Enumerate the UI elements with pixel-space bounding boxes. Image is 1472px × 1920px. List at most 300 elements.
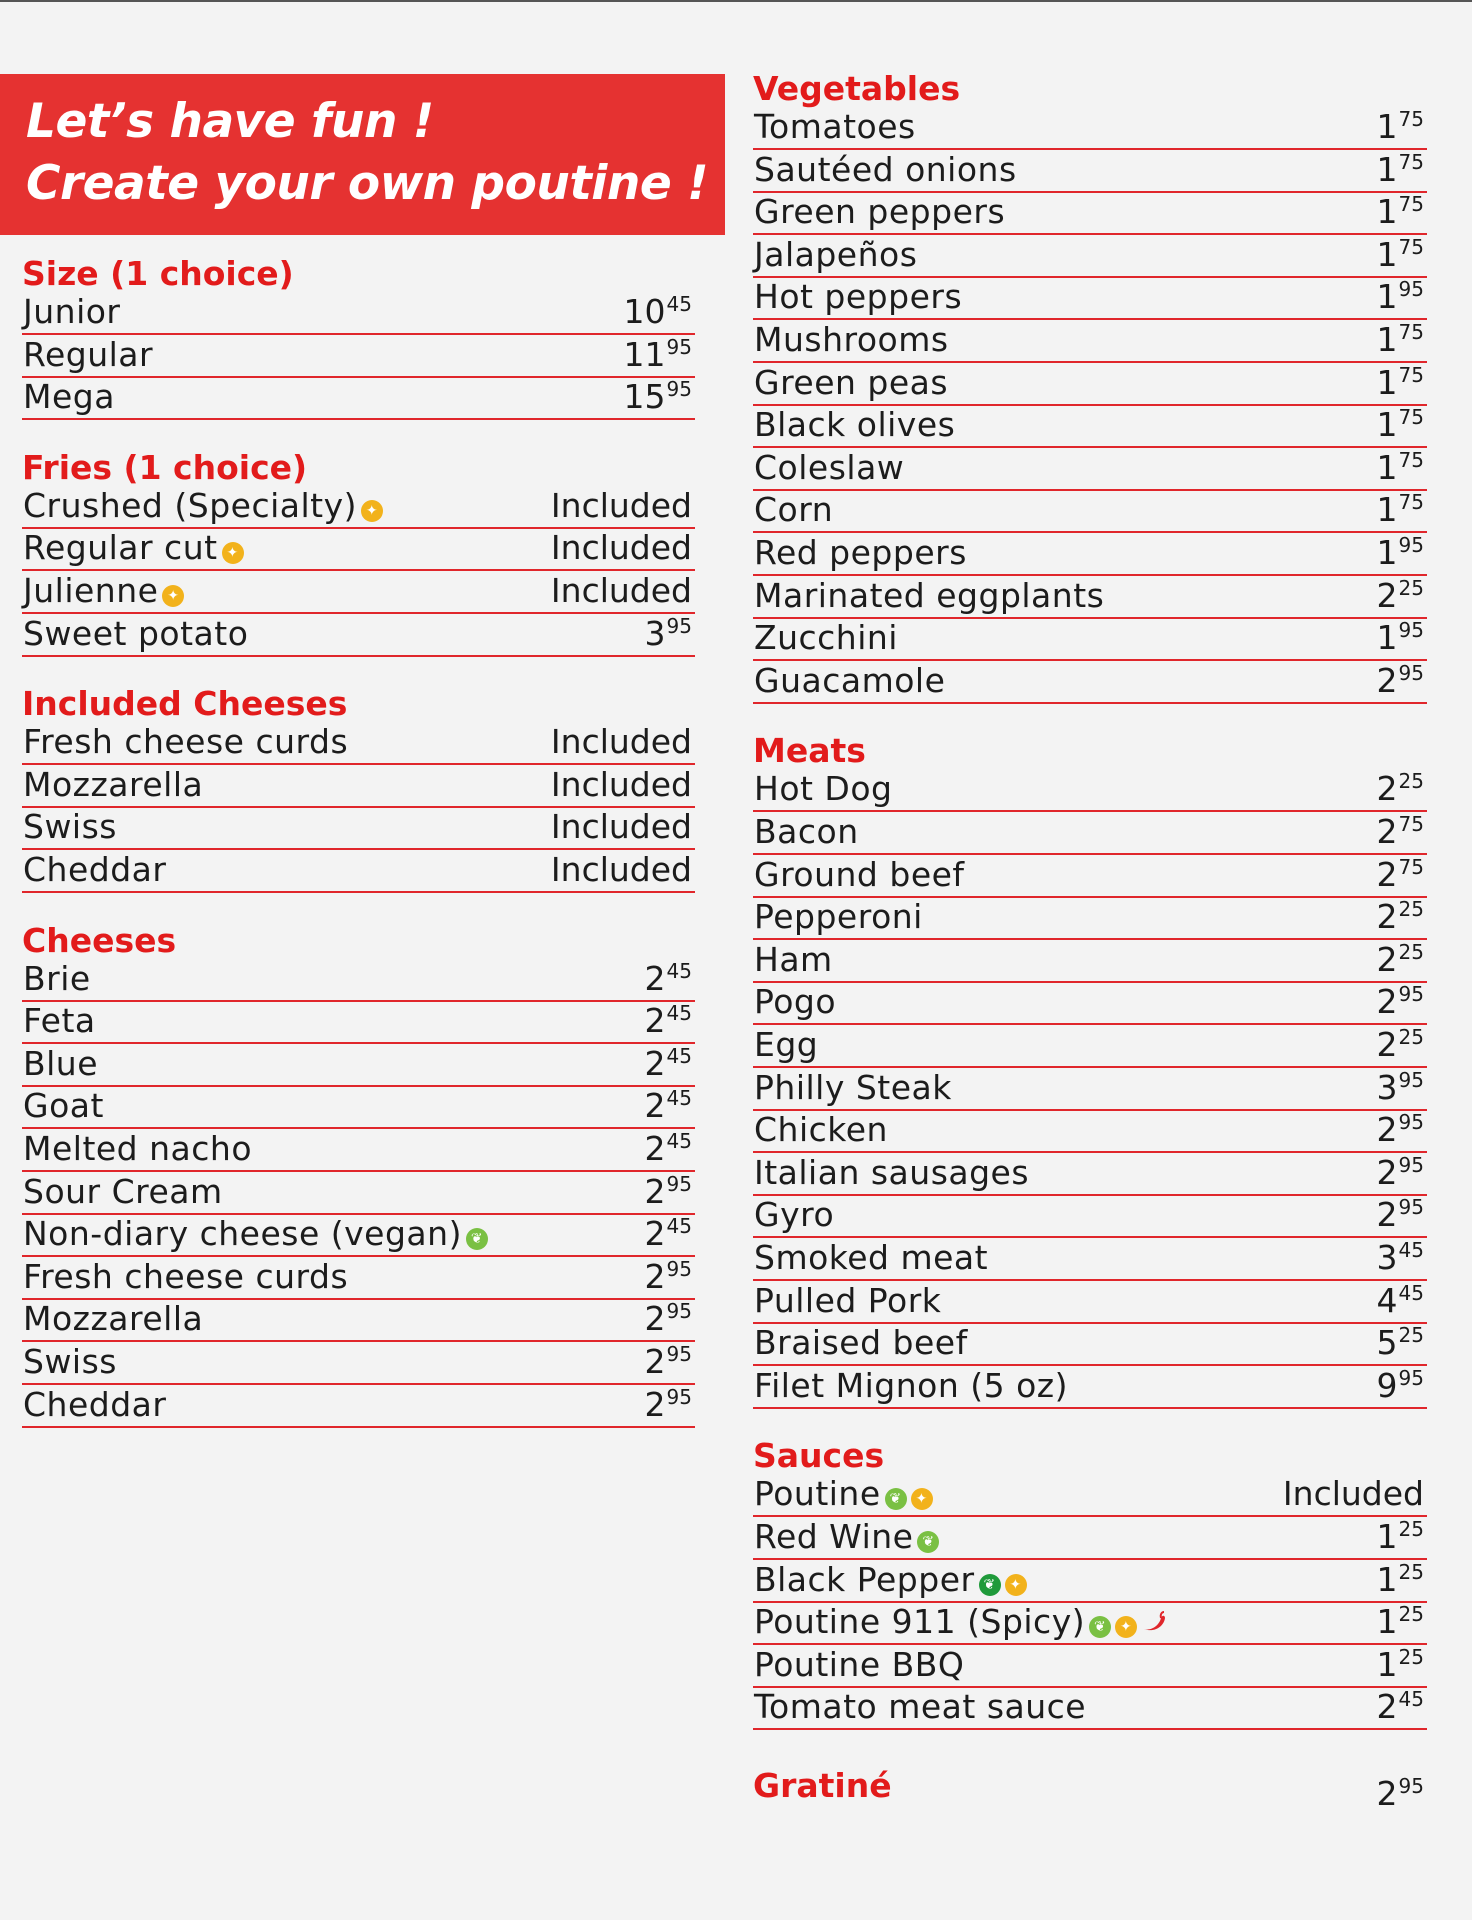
item-name: [754, 898, 923, 936]
price-cents: 95: [1398, 1152, 1424, 1177]
price-included: Included: [550, 571, 692, 610]
item-name: [754, 534, 967, 572]
item-name-text: Gyro: [754, 1195, 835, 1235]
item-price: [645, 960, 692, 998]
item-price: [1377, 364, 1424, 402]
item-name: [23, 1343, 117, 1381]
item-name-text: Corn: [754, 490, 834, 530]
item-price: [1377, 321, 1424, 359]
item-name-text: Tomato meat sauce: [754, 1687, 1087, 1727]
price-included: Included: [550, 722, 692, 762]
item-price: [645, 1002, 692, 1040]
item-name-text: Zucchini: [754, 618, 898, 658]
item-price: [1377, 1196, 1424, 1234]
price-cents: 25: [1398, 769, 1424, 794]
menu-item-pepperoni: [753, 897, 1427, 940]
item-name: [23, 1258, 348, 1296]
item-name: [23, 1173, 223, 1211]
price-dollars: 2: [1376, 660, 1398, 700]
item-name: [754, 1646, 964, 1684]
menu-item-black-pepper: [753, 1560, 1427, 1603]
item-price: [645, 1087, 692, 1125]
menu-item-cheddar: [22, 1385, 695, 1428]
item-name-text: Sweet potato: [23, 613, 249, 653]
item-name: [754, 193, 1005, 231]
price-dollars: 2: [1376, 1195, 1398, 1235]
item-price: [1377, 662, 1424, 700]
item-price: [624, 378, 692, 416]
gluten-free-icon: ✦: [361, 500, 383, 522]
gluten-free-icon: ✦: [222, 542, 244, 564]
price-cents: 95: [666, 1384, 692, 1409]
item-name-text: Mozzarella: [23, 764, 204, 804]
price-included: Included: [1282, 1474, 1424, 1514]
price-cents: 45: [666, 1086, 692, 1111]
item-name: [754, 1561, 1027, 1599]
price-cents: 45: [666, 1214, 692, 1239]
item-price: [645, 1173, 692, 1211]
item-name-text: Chicken: [754, 1110, 888, 1150]
price-cents: 75: [1398, 490, 1424, 515]
gluten-free-icon: ✦: [911, 1488, 933, 1510]
price-dollars: 2: [644, 1043, 666, 1083]
promo-banner: [0, 74, 725, 235]
item-name: [754, 108, 916, 146]
item-price: [1377, 1154, 1424, 1192]
item-name: [754, 856, 965, 894]
item-price: [1377, 1688, 1424, 1726]
item-name: [23, 293, 121, 331]
price-dollars: 2: [644, 1171, 666, 1211]
price-cents: 75: [1398, 234, 1424, 259]
item-name-text: Tomatoes: [754, 107, 916, 146]
item-price: [1377, 983, 1424, 1021]
menu-item-hot-dog: [753, 769, 1427, 812]
item-name: [754, 1367, 1068, 1405]
item-price: [645, 1386, 692, 1424]
item-name-text: Regular: [23, 334, 154, 374]
item-name-text: Smoked meat: [754, 1238, 989, 1277]
price-dollars: 2: [1376, 575, 1398, 615]
item-name-text: Poutine: [754, 1474, 881, 1514]
menu-item-tomato-meat-sauce: [753, 1687, 1427, 1730]
price-cents: 25: [1398, 939, 1424, 964]
item-name: [754, 983, 836, 1021]
price-cents: 75: [1398, 812, 1424, 836]
item-price: [1377, 1518, 1424, 1556]
price-cents: 25: [1398, 1025, 1424, 1049]
item-name: [754, 941, 833, 979]
menu-item-tomatoes: [753, 107, 1427, 150]
item-name-text: Coleslaw: [754, 447, 905, 487]
item-price: [1377, 577, 1424, 615]
menu-item-green-peas: [753, 363, 1427, 406]
item-name: [754, 577, 1104, 615]
item-price: [1377, 449, 1424, 487]
menu-item-blue: [22, 1044, 695, 1087]
menu-item-philly-steak: [753, 1068, 1427, 1111]
price-cents: 95: [666, 613, 692, 638]
item-name-text: Poutine 911 (Spicy): [754, 1602, 1086, 1642]
price-included: Included: [550, 528, 692, 568]
item-name: [754, 321, 949, 359]
menu-item-poutine-911-spicy: [753, 1602, 1427, 1645]
price-cents: 75: [1398, 149, 1424, 174]
item-name: [23, 1045, 98, 1083]
menu-item-feta: [22, 1001, 695, 1044]
item-name: [23, 1386, 166, 1424]
menu-item-red-peppers: [753, 533, 1427, 576]
item-name-text: Red Wine: [754, 1517, 914, 1556]
price-dollars: 1: [1376, 107, 1398, 146]
price-dollars: 1: [1376, 490, 1398, 530]
price-dollars: 2: [644, 1384, 666, 1424]
price-included: Included: [550, 485, 692, 525]
item-name: [754, 619, 898, 657]
price-dollars: 2: [1376, 1110, 1398, 1150]
price-cents: 45: [666, 958, 692, 983]
item-name: [23, 1087, 104, 1125]
item-name-text: Ground beef: [754, 854, 965, 894]
price-cents: 25: [1398, 1517, 1424, 1541]
section-heading-included-cheeses: Included Cheeses: [22, 684, 348, 724]
price-cents: 45: [1398, 1280, 1424, 1305]
menu-item-italian-sausages: [753, 1153, 1427, 1196]
price-dollars: 2: [1376, 769, 1398, 809]
item-price: [1377, 1239, 1424, 1277]
item-name: [754, 364, 948, 402]
item-price: [1377, 770, 1424, 808]
price-cents: 25: [1398, 1559, 1424, 1584]
price-included: Included: [550, 764, 692, 804]
item-price: [1377, 1324, 1424, 1362]
menu-item-junior: [22, 292, 695, 335]
menu-item-gratine: [753, 1766, 1427, 1813]
item-name: [754, 662, 945, 700]
price-dollars: 4: [1376, 1280, 1398, 1320]
item-price: [1377, 406, 1424, 444]
price-dollars: 1: [1376, 1559, 1398, 1599]
price-dollars: 2: [644, 1342, 666, 1381]
price-dollars: 2: [644, 1001, 666, 1041]
price-cents: 95: [1398, 1365, 1424, 1390]
menu-item-fresh-cheese-curds: [22, 722, 695, 765]
item-price: [1377, 1282, 1424, 1320]
section-heading-gratine: Gratiné: [753, 1766, 892, 1805]
section-heading-size-1-choice: Size (1 choice): [22, 254, 294, 293]
item-price: [1377, 1367, 1424, 1405]
item-price: [1377, 491, 1424, 529]
item-name: [754, 1026, 818, 1064]
menu-item-egg: [753, 1025, 1427, 1068]
price-dollars: 10: [623, 292, 666, 331]
item-name-text: Feta: [23, 1001, 96, 1041]
item-name: [754, 1603, 1167, 1641]
price-cents: 75: [1398, 192, 1424, 217]
menu-item-hot-peppers: [753, 277, 1427, 320]
item-price: [1377, 941, 1424, 979]
price-dollars: 1: [1376, 362, 1398, 402]
price-cents: 95: [666, 377, 692, 402]
gluten-free-icon: ✦: [1005, 1574, 1027, 1596]
menu-item-swiss: [22, 1342, 695, 1385]
item-name-text: Swiss: [23, 807, 117, 847]
item-price: [645, 615, 692, 653]
price-dollars: 2: [644, 1086, 666, 1126]
price-dollars: 5: [1376, 1323, 1398, 1363]
price-dollars: 2: [644, 1256, 666, 1296]
item-price: [551, 808, 692, 846]
item-name: [23, 1215, 488, 1253]
price-cents: 95: [1398, 1774, 1424, 1798]
item-name-text: Jalapeños: [754, 234, 918, 274]
price-cents: 95: [1398, 1110, 1424, 1135]
price-cents: 45: [1398, 1687, 1424, 1712]
menu-item-sour-cream: [22, 1172, 695, 1215]
item-price: [551, 766, 692, 804]
item-name-text: Poutine BBQ: [754, 1644, 965, 1684]
section-heading-sauces: Sauces: [753, 1436, 885, 1476]
price-cents: 95: [1398, 277, 1424, 302]
item-name-text: Black Pepper: [754, 1559, 975, 1599]
item-name-text: Sautéed onions: [754, 149, 1017, 189]
menu-item-pulled-pork: [753, 1281, 1427, 1324]
item-name: [754, 1475, 933, 1513]
menu-item-melted-nacho: [22, 1129, 695, 1172]
item-name-text: Guacamole: [754, 660, 946, 700]
price-cents: 75: [1398, 107, 1424, 131]
price-dollars: 1: [1376, 192, 1398, 232]
section-heading-meats: Meats: [753, 731, 866, 771]
price-cents: 95: [1398, 1067, 1424, 1092]
price-dollars: 1: [1376, 149, 1398, 189]
price-cents: 25: [1398, 575, 1424, 600]
menu-item-mozzarella: [22, 1299, 695, 1342]
price-cents: 25: [1398, 1602, 1424, 1627]
item-name-text: Mushrooms: [754, 320, 949, 359]
item-name: [23, 723, 348, 761]
item-name: [754, 1518, 939, 1556]
price-dollars: 2: [1376, 854, 1398, 894]
section-heading-fries-1-choice: Fries (1 choice): [22, 447, 308, 487]
item-name: [754, 449, 904, 487]
price-dollars: 1: [1376, 533, 1398, 572]
price-cents: 75: [1398, 362, 1424, 387]
vegan-leaf-icon: ❦: [885, 1488, 907, 1510]
chili-pepper-icon: [1141, 1611, 1167, 1633]
menu-item-ground-beef: [753, 855, 1427, 898]
price-cents: 95: [666, 1342, 692, 1366]
menu-item-green-peppers: [753, 192, 1427, 235]
item-name: [754, 406, 955, 444]
price-dollars: 2: [1376, 1152, 1398, 1192]
item-price: [551, 723, 692, 761]
item-name: [23, 336, 153, 374]
price-cents: 25: [1398, 1323, 1424, 1348]
item-price: [1377, 278, 1424, 316]
price-dollars: 2: [1376, 1025, 1398, 1064]
vegan-leaf-icon: ❦: [1089, 1616, 1111, 1638]
menu-item-zucchini: [753, 618, 1427, 661]
price-dollars: 11: [623, 334, 666, 374]
price-dollars: 1: [1376, 405, 1398, 445]
item-name-text: Red peppers: [754, 533, 967, 572]
price-dollars: 2: [1376, 1774, 1398, 1813]
menu-item-poutine: [753, 1474, 1427, 1517]
price-dollars: 15: [623, 377, 666, 417]
item-name: [754, 1239, 988, 1277]
item-name: [754, 1282, 941, 1320]
item-name: [23, 529, 244, 567]
price-dollars: 1: [1376, 320, 1398, 359]
menu-item-filet-mignon-5-oz: [753, 1366, 1427, 1409]
item-name: [23, 572, 184, 610]
item-name-text: Mozzarella: [23, 1299, 204, 1339]
item-name: [754, 1324, 968, 1362]
section-heading-cheeses: Cheeses: [22, 920, 177, 960]
menu-item-cheddar: [22, 850, 695, 893]
menu-item-fresh-cheese-curds: [22, 1257, 695, 1300]
item-price: [1377, 856, 1424, 894]
item-name-text: Fresh cheese curds: [23, 722, 349, 762]
item-name-text: Goat: [23, 1086, 104, 1126]
price-dollars: 2: [1376, 897, 1398, 937]
item-name-text: Black olives: [754, 405, 956, 445]
price-dollars: 3: [644, 613, 666, 653]
price-dollars: 1: [1376, 1644, 1398, 1684]
price-cents: 45: [666, 1129, 692, 1153]
item-name-text: Julienne: [23, 571, 159, 610]
price-cents: 95: [666, 1256, 692, 1281]
item-name-text: Pulled Pork: [754, 1280, 942, 1320]
item-name-text: Non-diary cheese (vegan): [23, 1214, 462, 1254]
item-price: [645, 1215, 692, 1253]
item-price: [1377, 534, 1424, 572]
item-price: [645, 1300, 692, 1338]
item-name-text: Filet Mignon (5 oz): [754, 1365, 1068, 1405]
item-price: [1377, 151, 1424, 189]
price-cents: 75: [1398, 320, 1424, 344]
menu-item-bacon: [753, 812, 1427, 855]
item-name-text: Blue: [23, 1043, 99, 1083]
menu-item-sweet-potato: [22, 614, 695, 657]
item-price: [1377, 1561, 1424, 1599]
item-name-text: Cheddar: [23, 850, 167, 889]
vegan-leaf-icon: ❦: [466, 1228, 488, 1250]
item-name: [754, 813, 859, 851]
item-name-text: Pogo: [754, 982, 837, 1022]
item-price: [645, 1130, 692, 1168]
menu-item-swiss: [22, 807, 695, 850]
price-cents: 45: [666, 1043, 692, 1068]
price-dollars: 3: [1376, 1238, 1398, 1277]
price-cents: 25: [1398, 897, 1424, 922]
price-dollars: 1: [1376, 447, 1398, 487]
gratine-price: [1377, 1766, 1424, 1814]
section-heading-vegetables: Vegetables: [753, 69, 961, 108]
item-price: [1377, 1069, 1424, 1107]
item-price: [551, 572, 692, 610]
item-price: [551, 851, 692, 889]
item-name-text: Melted nacho: [23, 1129, 253, 1168]
menu-item-julienne: [22, 571, 695, 614]
item-name-text: Egg: [754, 1025, 819, 1064]
price-dollars: 9: [1376, 1365, 1398, 1405]
item-price: [624, 336, 692, 374]
item-name: [754, 1154, 1029, 1192]
price-cents: 75: [1398, 854, 1424, 879]
item-price: [1377, 236, 1424, 274]
item-name: [23, 1002, 96, 1040]
item-name: [23, 487, 383, 525]
item-name: [23, 960, 91, 998]
price-cents: 95: [1398, 533, 1424, 557]
price-dollars: 2: [1376, 812, 1398, 851]
menu-item-regular-cut: [22, 528, 695, 571]
price-cents: 95: [1398, 1195, 1424, 1220]
menu-item-red-wine: [753, 1517, 1427, 1560]
item-name-text: Philly Steak: [754, 1067, 952, 1107]
price-cents: 25: [1398, 1644, 1424, 1669]
item-name-text: Ham: [754, 939, 833, 979]
item-name: [754, 151, 1017, 189]
item-price: [1377, 1026, 1424, 1064]
item-name: [23, 1130, 252, 1168]
price-dollars: 2: [644, 1129, 666, 1168]
item-price: [1377, 193, 1424, 231]
price-dollars: 1: [1376, 618, 1398, 658]
item-name: [754, 491, 833, 529]
price-dollars: 1: [1376, 234, 1398, 274]
item-name: [754, 236, 917, 274]
menu-item-regular: [22, 335, 695, 378]
price-cents: 45: [666, 292, 692, 316]
gluten-free-icon: ✦: [162, 585, 184, 607]
item-price: [1377, 1111, 1424, 1149]
menu-item-non-diary-cheese-vegan: [22, 1214, 695, 1257]
menu-item-black-olives: [753, 405, 1427, 448]
item-name-text: Green peas: [754, 362, 949, 402]
item-name: [754, 278, 962, 316]
menu-item-mushrooms: [753, 320, 1427, 363]
price-dollars: 2: [644, 1214, 666, 1254]
item-price: [645, 1258, 692, 1296]
item-name: [23, 766, 203, 804]
price-dollars: 1: [1376, 277, 1398, 317]
item-name-text: Sour Cream: [23, 1171, 223, 1211]
price-included: Included: [550, 850, 692, 889]
menu-item-crushed-specialty: [22, 486, 695, 529]
price-cents: 95: [1398, 618, 1424, 643]
menu-item-gyro: [753, 1195, 1427, 1238]
price-dollars: 3: [1376, 1067, 1398, 1107]
menu-item-poutine-bbq: [753, 1645, 1427, 1688]
item-name-text: Fresh cheese curds: [23, 1256, 349, 1296]
item-name-text: Hot peppers: [754, 277, 963, 317]
item-name-text: Braised beef: [754, 1323, 968, 1363]
item-name-text: Hot Dog: [754, 769, 893, 809]
price-cents: 95: [1398, 982, 1424, 1007]
item-name-text: Regular cut: [23, 528, 218, 568]
top-border: [0, 0, 1472, 2]
price-cents: 75: [1398, 405, 1424, 430]
banner-line-1: Let’s have fun !: [26, 94, 434, 149]
item-price: [1283, 1475, 1424, 1513]
price-cents: 95: [666, 1299, 692, 1324]
item-name: [23, 615, 248, 653]
price-dollars: 2: [644, 1299, 666, 1339]
item-price: [1377, 1603, 1424, 1641]
